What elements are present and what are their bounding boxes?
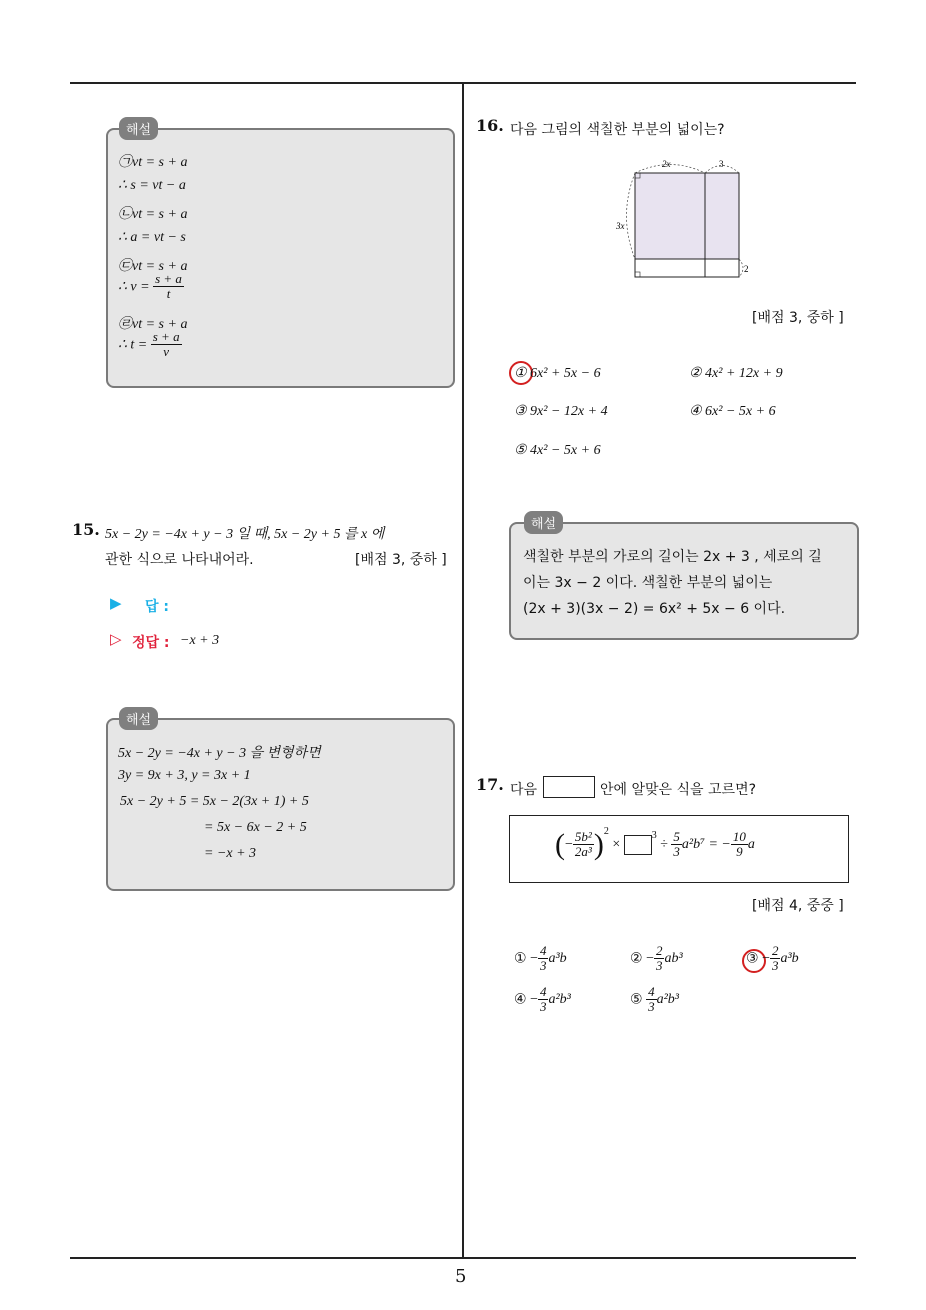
fraction: $\frac{\text{5b²}}{\text{2a³}}$ xyxy=(574,828,592,860)
solution-line-fraction: ∴ t = $\frac{s + a}{v}$ xyxy=(118,329,180,360)
solution-line: ㉢vt = s + a xyxy=(118,259,188,274)
dimension-arc xyxy=(627,173,636,259)
question-number: 16. xyxy=(476,116,504,135)
choice-5[interactable]: ⑤ $\frac{4}{3}$ a²b³ xyxy=(630,984,679,1015)
question-number: 15. xyxy=(72,520,100,539)
correct-label: 정답 : xyxy=(132,635,170,651)
correct-value: −x + 3 xyxy=(180,633,220,648)
figure-label-top-left: 2x xyxy=(662,159,671,169)
solution-line: 이는 3x − 2 이다. 색칠한 부분의 넓이는 xyxy=(523,575,773,591)
figure-label-left: 3x xyxy=(616,221,625,231)
figure-label-right: 2 xyxy=(744,264,749,274)
correct-marker: ▷ xyxy=(110,630,122,648)
choice-5[interactable]: ⑤ 4x² − 5x + 6 xyxy=(514,443,601,458)
page-number: 5 xyxy=(455,1266,467,1287)
solution-tag: 해설 xyxy=(119,707,158,730)
solution-line: 5x − 2y + 5 = 5x − 2(3x + 1) + 5 xyxy=(120,794,309,809)
solution-line: ㉠vt = s + a xyxy=(118,155,188,170)
choice-1[interactable]: ① − $\frac{4}{3}$ a³b xyxy=(514,943,567,974)
solution-line: = −x + 3 xyxy=(204,846,257,861)
fraction: $\frac{s + a}{v}$ xyxy=(152,329,180,360)
fraction: $\frac{10}{9}$ xyxy=(732,828,746,860)
fraction: $\frac{s + a}{t}$ xyxy=(155,271,182,302)
choice-3[interactable]: ③ − $\frac{2}{3}$ a³b xyxy=(746,943,799,974)
choice-4[interactable]: ④ 6x² − 5x + 6 xyxy=(689,404,776,419)
choice-3[interactable]: ③ 9x² − 12x + 4 xyxy=(514,404,608,419)
solution-tag: 해설 xyxy=(119,117,158,140)
question-text: 다음 xyxy=(510,782,538,798)
answer-marker: ▶ xyxy=(110,594,122,612)
answer-label: 답 : xyxy=(145,599,169,615)
column-divider xyxy=(462,83,464,1258)
shaded-region xyxy=(635,173,739,259)
points-label: [배점 4, 중중 ] xyxy=(752,898,844,914)
points-label: [배점 3, 중하 ] xyxy=(752,310,844,326)
question-text: 안에 알맞은 식을 고르면? xyxy=(600,782,757,798)
solution-line: 5x − 2y = −4x + y − 3 을 변형하면 xyxy=(118,746,321,761)
blank-box xyxy=(543,776,595,798)
solution-line: 3y = 9x + 3, y = 3x + 1 xyxy=(118,768,251,783)
choice-2[interactable]: ② 4x² + 12x + 9 xyxy=(689,366,783,381)
question-text: 다음 그림의 색칠한 부분의 넓이는? xyxy=(510,122,725,138)
choice-4[interactable]: ④ − $\frac{4}{3}$ a²b³ xyxy=(514,984,571,1015)
equation-blank xyxy=(624,835,652,855)
solution-line: 색칠한 부분의 가로의 길이는 2x + 3 , 세로의 길 xyxy=(523,549,822,565)
area-figure xyxy=(608,152,758,282)
points-label: [배점 3, 중하 ] xyxy=(355,552,447,568)
solution-line: ∴ s = vt − a xyxy=(118,178,186,193)
solution-line: (2x + 3)(3x − 2) = 6x² + 5x − 6 이다. xyxy=(523,601,786,617)
choice-2[interactable]: ② − $\frac{2}{3}$ ab³ xyxy=(630,943,683,974)
solution-line-fraction: ∴ v = $\frac{s + a}{t}$ xyxy=(118,271,182,302)
choice-1[interactable]: ① 6x² + 5x − 6 xyxy=(514,366,601,381)
solution-line: ㉡vt = s + a xyxy=(118,207,188,222)
solution-line: = 5x − 6x − 2 + 5 xyxy=(204,820,307,835)
question-text: 5x − 2y = −4x + y − 3 일 때, 5x − 2y + 5 를 x 에 xyxy=(105,527,385,542)
right-angle-mark xyxy=(635,272,640,277)
answer-input-area[interactable] xyxy=(180,592,440,616)
figure-label-top-right: 3 xyxy=(719,159,724,169)
equation: (− $\frac{\text{5b²}}{\text{2a³}}$ )$^2$ × $^3$ ÷ $\frac{5}{3}$ a²b⁷ = − $\frac{10}{9}$ a xyxy=(555,826,755,861)
question-number: 17. xyxy=(476,775,504,794)
solution-line: ㉣vt = s + a xyxy=(118,317,188,332)
bottom-rule xyxy=(70,1257,856,1259)
fraction: $\frac{5}{3}$ xyxy=(673,828,680,860)
question-text: 관한 식으로 나타내어라. xyxy=(105,552,254,568)
solution-line: ∴ a = vt − s xyxy=(118,230,186,245)
solution-tag: 해설 xyxy=(524,511,563,534)
dimension-arc xyxy=(739,259,743,277)
